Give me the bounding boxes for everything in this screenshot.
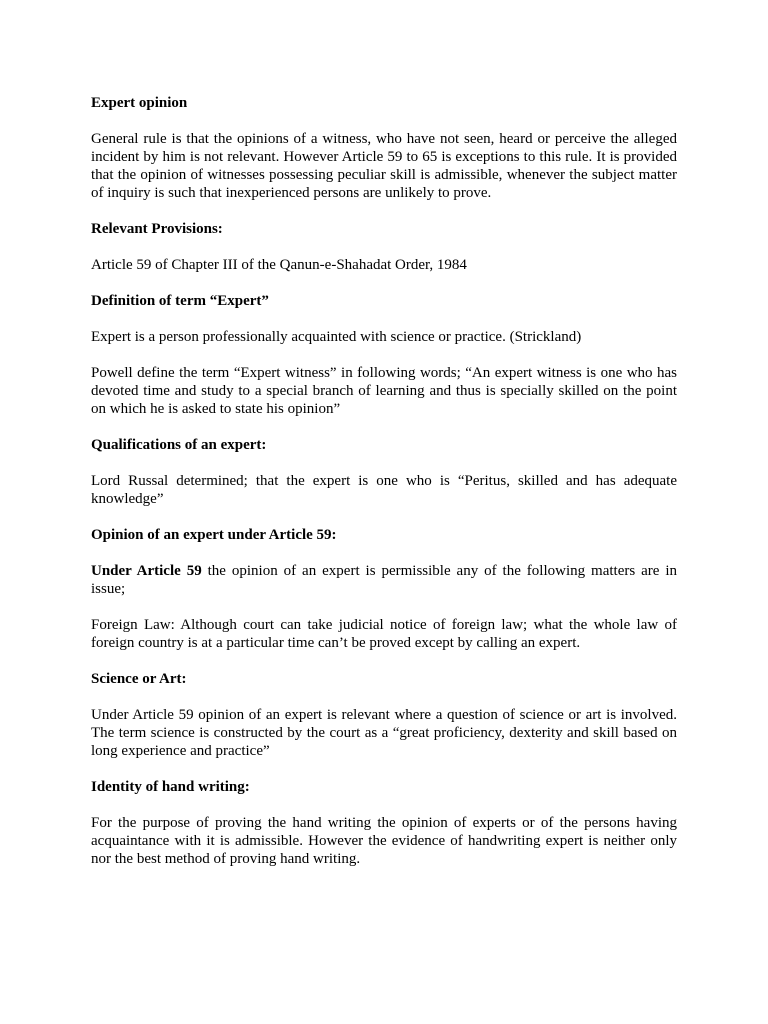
document-page: [91, 94, 677, 886]
paragraph-expert-opinion: General rule is that the opinions of a witness, who have not seen, heard or perceive the alleged incident by him is not relevant. However Article 59 to 65 is exceptions to this rule. It is provided that the opinion of witnesses possessing peculiar skill is admissible, whenever the subject matter of inquiry is such that inexperienced persons are unlikely to prove.: [91, 131, 677, 201]
paragraph-science-or-art: Under Article 59 opinion of an expert is relevant where a question of science or art is involved. The term science is constructed by the court as a “great proficiency, dexterity and skill based on long experience and practice”: [91, 707, 677, 759]
heading-hand-writing: Identity of hand writing:: [91, 779, 250, 795]
heading-relevant-provisions: Relevant Provisions:: [91, 221, 223, 237]
paragraph-definition-strickland: Expert is a person professionally acquainted with science or practice. (Strickland): [91, 329, 582, 345]
paragraph-qualifications: Lord Russal determined; that the expert is one who is “Peritus, skilled and has adequate knowledge”: [91, 473, 677, 507]
heading-expert-opinion: Expert opinion: [91, 95, 188, 111]
heading-opinion-article-59: Opinion of an expert under Article 59:: [91, 527, 337, 543]
heading-science-or-art: Science or Art:: [91, 671, 187, 687]
heading-qualifications: Qualifications of an expert:: [91, 437, 267, 453]
paragraph-rest: the opinion of an expert is permissible any of the following matters are in issue;: [91, 563, 677, 597]
paragraph-opinion-article-59: [91, 562, 677, 598]
paragraph-hand-writing: For the purpose of proving the hand writing the opinion of experts or of the persons having acquaintance with it is admissible. However the evidence of handwriting expert is neither only nor the best method of proving hand writing.: [91, 815, 677, 867]
paragraph-bold-lead: Under Article 59: [91, 563, 202, 579]
paragraph-relevant-provisions: Article 59 of Chapter III of the Qanun-e-Shahadat Order, 1984: [91, 257, 467, 273]
paragraph-foreign-law: Foreign Law: Although court can take judicial notice of foreign law; what the whole law of foreign country is at a particular time can’t be proved except by calling an expert.: [91, 617, 677, 651]
heading-definition: Definition of term “Expert”: [91, 293, 269, 309]
paragraph-definition-powell: Powell define the term “Expert witness” in following words; “An expert witness is one who has devoted time and study to a special branch of learning and thus is specially skilled on the point on which he is asked to state his opinion”: [91, 365, 677, 417]
